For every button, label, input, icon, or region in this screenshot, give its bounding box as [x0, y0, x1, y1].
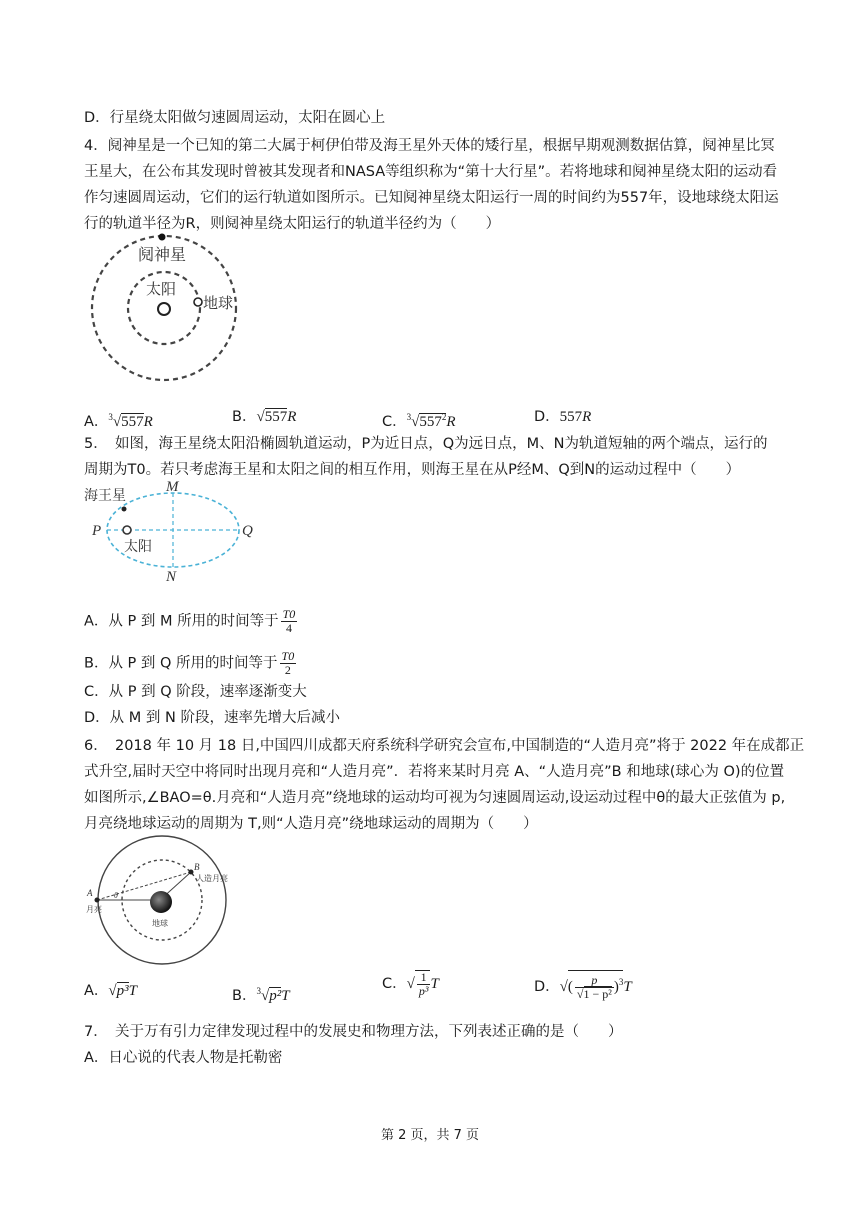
- label-theta: θ: [114, 891, 118, 900]
- q6-option-d: D．√( $\frac{p}{\text{√1 − p²}}$ )$^3$T: [534, 970, 632, 1001]
- label-a: A: [87, 888, 93, 898]
- artificial-moon-dot: [189, 870, 194, 875]
- q6-option-c: C．√ $\frac{1}{\text{p³}}$ T: [382, 970, 439, 998]
- q4-orbit-figure: [86, 232, 246, 388]
- q5-option-a: A．从 P 到 M 所用的时间等于 $\frac{T0}{4}$: [84, 607, 296, 635]
- q6-moon-figure: [84, 834, 244, 966]
- sun-label: 太阳: [124, 539, 152, 555]
- q4-option-c: C．$^3√557^2R$: [382, 412, 456, 430]
- label-moon: 月亮: [86, 905, 102, 914]
- point-m: M: [166, 479, 179, 495]
- q4-option-d: D．557R: [534, 409, 592, 425]
- q5-option-d: D．从 M 到 N 阶段，速率先增大后减小: [84, 710, 340, 726]
- q6-option-a: A．√p³T: [84, 983, 137, 999]
- q3-option-d: D．行星绕太阳做匀速圆周运动，太阳在圆心上: [84, 110, 386, 126]
- earth-ball: [150, 891, 172, 913]
- q6-line-3: 如图所示,∠BAO=θ.月亮和“人造月亮”绕地球的运动均可视为匀速圆周运动,设运动过程中θ的最大正弦值为 p,: [84, 790, 786, 806]
- q6-option-b: B．$^3$√p²T: [232, 986, 290, 1004]
- neptune-label: 海王星: [84, 488, 126, 504]
- q4-line-3: 作匀速圆周运动，它们的运行轨道如图所示。已知阋神星绕太阳运行一周的时间约为557年，设地球绕太阳运: [84, 190, 779, 206]
- q4-option-b: B．√557R: [232, 409, 297, 425]
- q7-line: 7． 关于万有引力定律发现过程中的发展史和物理方法，下列表述正确的是（ ）: [84, 1024, 623, 1040]
- q4-line-2: 王星大，在公布其发现时曾被其发现者和NASA等组织称为“第十大行星”。若将地球和阋神星绕太阳的运动看: [84, 164, 778, 180]
- q4-line-1: 4．阋神星是一个已知的第二大属于柯伊伯带及海王星外天体的矮行星，根据早期观测数据估算，阋神星比冥: [84, 138, 775, 154]
- q6-line-4: 月亮绕地球运动的周期为 T,则“人造月亮”绕地球运动的周期为（ ）: [84, 816, 538, 832]
- q6-line-2: 式升空,届时天空中将同时出现月亮和“人造月亮”．若将来某时月亮 A、“人造月亮”B 和地球(球心为 O)的位置: [84, 764, 785, 780]
- point-q: Q: [242, 523, 253, 539]
- neptune-dot: [122, 507, 127, 512]
- sun-circle: [123, 526, 131, 534]
- earth-circle: [194, 298, 202, 306]
- q6-line-1: 6． 2018 年 10 月 18 日,中国四川成都天府系统科学研究会宣布,中国制造的“人造月亮”将于 2022 年在成都正: [84, 738, 805, 754]
- label-artificial-moon: 人造月亮: [196, 874, 228, 883]
- label-earth: 地球: [152, 919, 168, 928]
- point-n: N: [166, 569, 177, 585]
- q4-line-4: 行的轨道半径为R，则阋神星绕太阳运行的轨道半径约为（ ）: [84, 216, 501, 232]
- point-p: P: [92, 523, 102, 539]
- q4-option-a: A．$^3$√557R: [84, 412, 153, 430]
- page-footer: 第 2 页，共 7 页: [380, 1128, 480, 1143]
- q5-option-c: C．从 P 到 Q 阶段，速率逐渐变大: [84, 684, 307, 700]
- line-ab: [97, 872, 191, 900]
- eris-dot: [159, 234, 166, 241]
- label-b: B: [194, 862, 200, 872]
- q5-line-1: 5． 如图，海王星绕太阳沿椭圆轨道运动，P为近日点，Q为远日点，M、N为轨道短轴的两个端点，运行的: [84, 436, 768, 452]
- sun-circle: [158, 303, 170, 315]
- moon-dot: [95, 898, 100, 903]
- earth-label: 地球: [203, 294, 234, 312]
- q5-ellipse-figure: [84, 478, 264, 586]
- q5-line-2: 周期为T0。若只考虑海王星和太阳之间的相互作用，则海王星在从P经M、Q到N的运动过程中（ ）: [84, 462, 741, 478]
- eris-label: 阋神星: [138, 245, 187, 264]
- sun-label: 太阳: [146, 280, 177, 298]
- q7-option-a: A．日心说的代表人物是托勒密: [84, 1050, 283, 1066]
- q5-option-b: B．从 P 到 Q 所用的时间等于 $\frac{T0}{2}$: [84, 649, 295, 677]
